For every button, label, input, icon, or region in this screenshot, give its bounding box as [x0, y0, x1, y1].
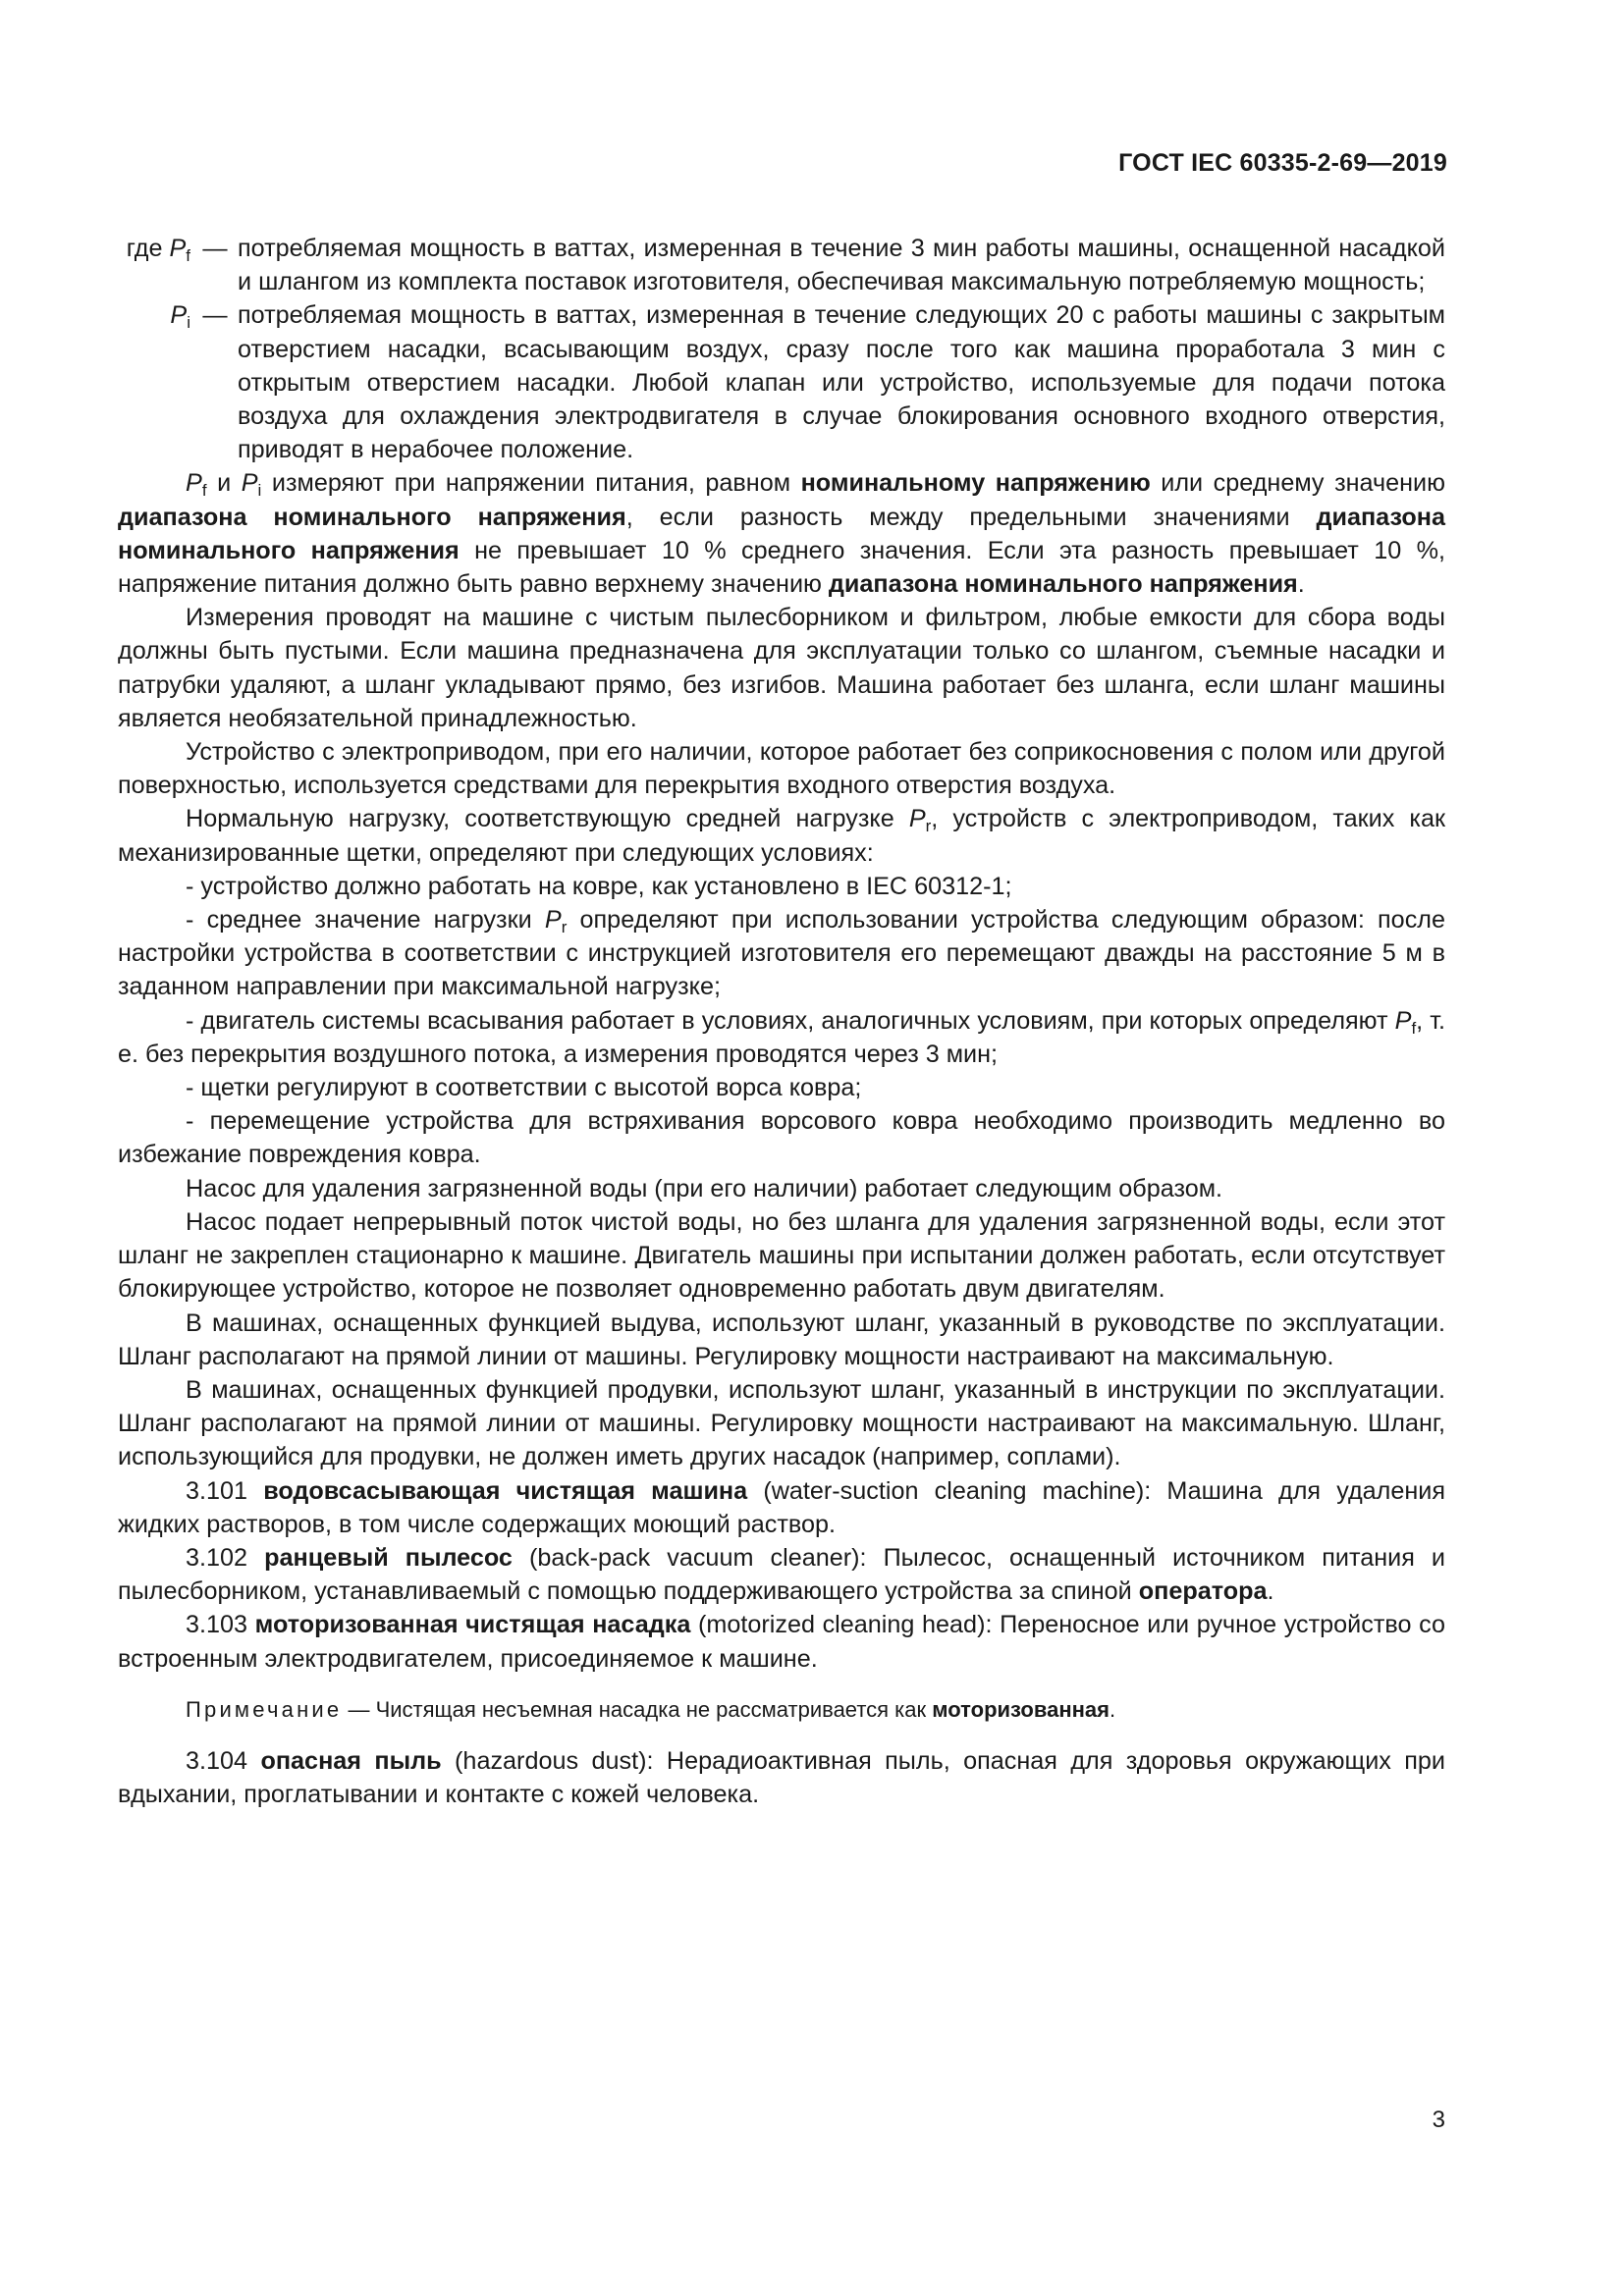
definition-dash: — — [202, 235, 228, 262]
definition-dash: — — [202, 301, 228, 330]
paragraph-measurements: Измерения проводят на машине с чистым пылесборником и фильтром, любые емкости для сбора воды должны быть пустыми. Если машина предназначена для эксплуатации только со шлангом, съемные насадки и патрубки удаляют, а шланг укладывают прямо, без изгибов. Машина работает без шланга, если шланг машины является необязательной принадлежностью. — [118, 604, 1445, 732]
list-item: - щетки регулируют в соответствии с высотой ворса ковра; — [186, 1074, 862, 1102]
paragraph-pump-flow: Насос подает непрерывный поток чистой воды, но без шланга для удаления загрязненной воды, если этот шланг не закреплен стационарно к машине. Двигатель машины при испытании должен работать, если отсутствует блокирующее устройство, которое не позволяет одновременно работать двум двигателям. — [118, 1207, 1445, 1304]
term-3-102: 3.102 ранцевый пылесос (back-pack vacuum cleaner): Пылесос, оснащенный источником питания и пылесборником, устанавливаемый с помощью поддерживающего устройства за спиной оператора. — [118, 1543, 1445, 1606]
list-item: - перемещение устройства для встряхивания ворсового ковра необходимо производить медленно во избежание повреждения ковра. — [118, 1107, 1445, 1169]
paragraph-normal-load: Нормальную нагрузку, соответствующую средней нагрузке $P_r$, устройств с электроприводом, таких как механизированные щетки, определяют при следующих условиях: — [118, 805, 1445, 867]
term-3-101: 3.101 водовсасывающая чистящая машина (water-suction cleaning machine): Машина для удаления жидких растворов, в том числе содержащих моющий раствор. — [118, 1476, 1445, 1538]
definition-text: потребляемая мощность в ваттах, измеренная в течение следующих 20 с работы машины с закрытым отверстием насадки, всасывающим воздух, сразу после того как машина проработала 3 мин с открытым отверстием насадки. Любой клапан или устройство, используемые для подачи потока воздуха для охлаждения электродвигателя в случае блокирования основного входного отверстия, приводят в нерабочее положение. — [238, 301, 1445, 464]
note: Примечание — Чистящая несъемная насадка не рассматривается как моторизованная. — [186, 1696, 1116, 1722]
paragraph-voltage: $P_f$ и $P_i$ измеряют при напряжении питания, равном номинальному напряжению или среднему значению диапазона номинального напряжения, если разность между предельными значениями диапазона номинального напряжения не превышает 10 % среднего значения. Если эта разность превышает 10 %, напряжение питания должно быть равно верхнему значению диапазона номинального напряжения. — [118, 469, 1446, 599]
page-number: 3 — [1432, 2107, 1445, 2133]
paragraph-blow-function: В машинах, оснащенных функцией выдува, используют шланг, указанный в руководстве по эксплуатации. Шланг располагают на прямой линии от машины. Регулировку мощности настраивают на максимальную. — [118, 1308, 1445, 1370]
paragraph-powered-device: Устройство с электроприводом, при его наличии, которое работает без соприкосновения с полом или другой поверхностью, используется средствами для перекрытия входного отверстия воздуха. — [118, 738, 1445, 800]
term-3-103: 3.103 моторизованная чистящая насадка (motorized cleaning head): Переносное или ручное устройство со встроенным электродвигателем, присоединяемое к машине. — [118, 1611, 1445, 1673]
definition-pi — [118, 298, 1445, 466]
definition-text: потребляемая мощность в ваттах, измеренная в течение 3 мин работы машины, оснащенной насадкой и шлангом из комплекта поставок изготовителя, обеспечивая максимальную потребляемую мощность; — [238, 235, 1445, 296]
paragraph-pump: Насос для удаления загрязненной воды (при его наличии) работает следующим образом. — [186, 1174, 1223, 1202]
definition-symbol: $P_i$ — [170, 301, 190, 333]
definition-pf — [118, 232, 1445, 298]
list-item: - среднее значение нагрузки $P_r$ определяют при использовании устройства следующим образом: после настройки устройства в соответствии с инструкцией изготовителя его перемещают дважды на расстояние 5 м в заданном направлении при максимальной нагрузке; — [118, 906, 1445, 1001]
term-3-104: 3.104 опасная пыль (hazardous dust): Нерадиоактивная пыль, опасная для здоровья окружающих при вдыхании, проглатывании и контакте с кожей человека. — [118, 1746, 1445, 1809]
list-item: - устройство должно работать на ковре, как установлено в IEC 60312-1; — [186, 872, 1012, 900]
list-item: - двигатель системы всасывания работает в условиях, аналогичных условиям, при которых определяют $P_f$, т. е. без перекрытия воздушного потока, а измерения проводятся через 3 мин; — [118, 1006, 1445, 1068]
document-body — [118, 232, 1445, 1811]
definition-symbol: где $P_f$ — [126, 235, 190, 265]
paragraph-purge-function: В машинах, оснащенных функцией продувки, используют шланг, указанный в инструкции по эксплуатации. Шланг располагают на прямой линии от машины. Регулировку мощности настраивают на максимальную. Шланг, использующийся для продувки, не должен иметь других насадок (например, соплами). — [118, 1375, 1445, 1471]
page-header: ГОСТ IEC 60335-2-69—2019 — [1118, 149, 1447, 177]
